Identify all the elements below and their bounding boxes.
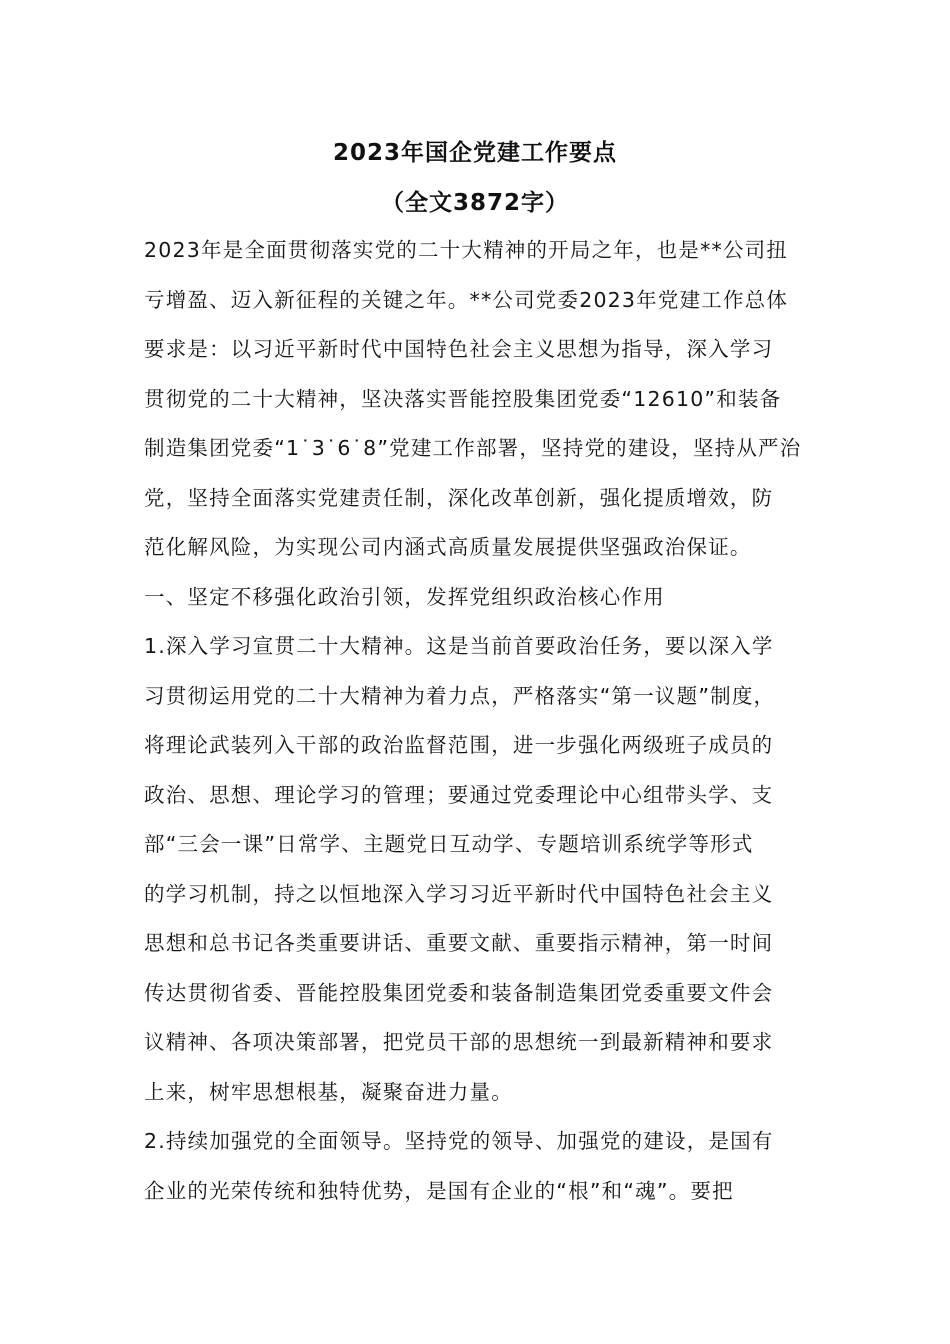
paragraph-line: 企业的光荣传统和独特优势，是国有企业的“根”和“魂”。要把 bbox=[144, 1178, 734, 1203]
paragraph-line: 上来，树牢思想根基，凝聚奋进力量。 bbox=[144, 1079, 513, 1104]
paragraph-line: 1.深入学习宣贯二十大精神。这是当前首要政治任务，要以深入学 bbox=[144, 634, 774, 658]
paragraph-line: 的学习机制，持之以恒地深入学习习近平新时代中国特色社会主义 bbox=[144, 881, 774, 906]
intro-line: 要求是：以习近平新时代中国特色社会主义思想为指导，深入学习 bbox=[144, 337, 774, 361]
paragraph-line: 将理论武装列入干部的政治监督范围，进一步强化两级班子成员的 bbox=[144, 733, 774, 757]
intro-line: 2023年是全面贯彻落实党的二十大精神的开局之年，也是**公司扭 bbox=[144, 238, 789, 262]
intro-line: 贯彻党的二十大精神，坚决落实晋能控股集团党委“12610”和装备 bbox=[144, 386, 782, 411]
paragraph-line: 议精神、各项决策部署，把党员干部的思想统一到最新精神和要求 bbox=[144, 1030, 774, 1054]
intro-line: 党，坚持全面落实党建责任制，深化改革创新，强化提质增效，防 bbox=[144, 485, 774, 510]
paragraph-line: 传达贯彻省委、晋能控股集团党委和装备制造集团党委重要文件会 bbox=[144, 980, 774, 1005]
paragraph-line: 习贯彻运用党的二十大精神为着力点，严格落实“第一议题”制度， bbox=[144, 683, 776, 708]
paragraph-line: 部“三会一课”日常学、主题党日互动学、专题培训系统学等形式 bbox=[144, 832, 754, 856]
document-title: 2023年国企党建工作要点 bbox=[332, 140, 617, 166]
paragraph-line: 2.持续加强党的全面领导。坚持党的领导、加强党的建设，是国有 bbox=[144, 1129, 774, 1153]
section-heading: 一、坚定不移强化政治引领，发挥党组织政治核心作用 bbox=[144, 584, 665, 609]
intro-line: 范化解风险，为实现公司内涵式高质量发展提供坚强政治保证。 bbox=[144, 535, 752, 559]
document-subtitle: （全文3872字） bbox=[380, 190, 569, 216]
paragraph-line: 政治、思想、理论学习的管理；要通过党委理论中心组带头学、支 bbox=[144, 782, 774, 807]
intro-line: 亏增盈、迈入新征程的关键之年。**公司党委2023年党建工作总体 bbox=[144, 287, 789, 312]
intro-line: 制造集团党委“1˙3˙6˙8”党建工作部署，坚持党的建设，坚持从严治 bbox=[144, 436, 802, 460]
paragraph-line: 思想和总书记各类重要讲话、重要文献、重要指示精神，第一时间 bbox=[144, 931, 774, 955]
document-body bbox=[144, 226, 824, 1216]
